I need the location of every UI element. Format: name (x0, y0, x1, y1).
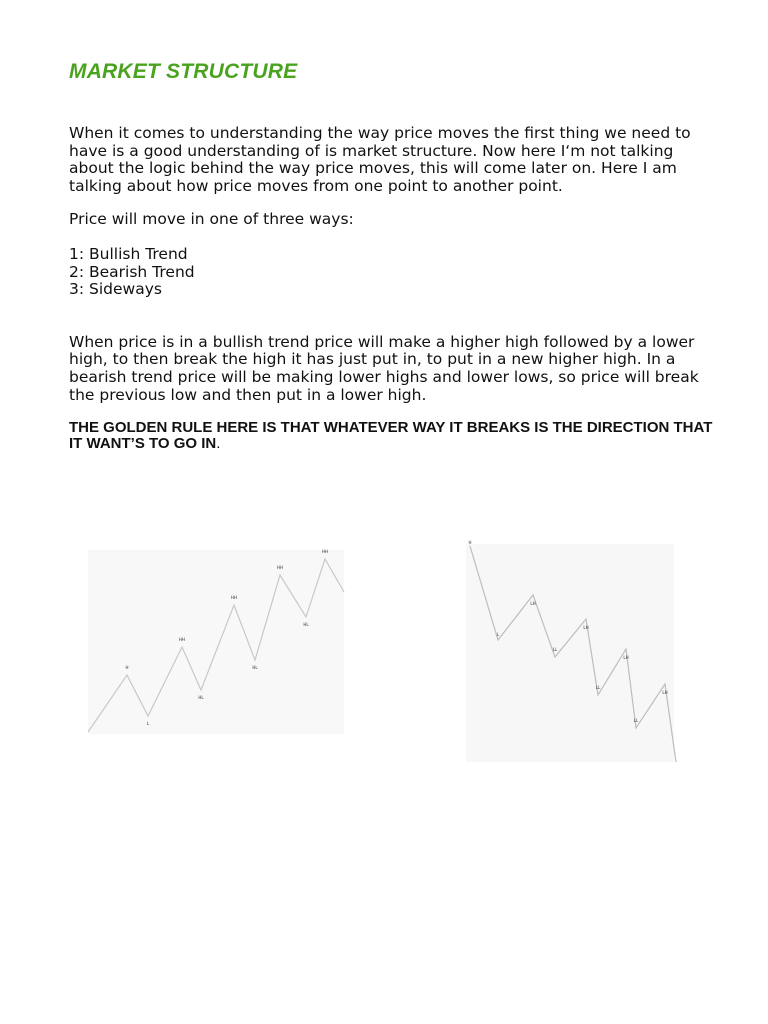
list-item: 2: Bearish Trend (69, 262, 195, 281)
bearish-trend-svg (462, 536, 678, 764)
bullish-swing-label: L (146, 721, 150, 726)
bearish-diagram-background (466, 544, 674, 762)
bullish-trend-diagram (86, 548, 346, 736)
bearish-swing-label: LL (552, 647, 558, 652)
page-title: MARKET STRUCTURE (69, 60, 298, 83)
list-item: 3: Sideways (69, 280, 162, 299)
trend-paragraph: When price is in a bullish trend price will make a higher high followed by a lower high, to then break the high it has just put in, to put in a new higher high. In a bearish trend price will be making lower highs and lower lows, so price will break the previous low and then put in a lower high. (69, 332, 699, 404)
bearish-swing-label: LH (530, 601, 536, 606)
bullish-swing-label: H (125, 665, 129, 670)
ways-lead: Price will move in one of three ways: (69, 210, 354, 229)
bearish-swing-label: H (468, 540, 472, 545)
bullish-diagram-background (88, 550, 344, 734)
bullish-swing-label: HL (252, 665, 258, 670)
golden-rule (69, 420, 719, 452)
document-page (69, 60, 719, 452)
bearish-swing-label: LL (633, 718, 639, 723)
bullish-trend-svg (86, 548, 346, 736)
bullish-swing-label: HL (198, 695, 204, 700)
intro-paragraph: When it comes to understanding the way price moves the first thing we need to have is a good understanding of is market structure. Now here I‘m not talking about the logic behind the way price moves, this will come later on. Here I am talking about how price moves from one point to another point. (69, 124, 691, 195)
bullish-swing-label: HH (230, 595, 238, 600)
ways-list (69, 246, 719, 299)
bearish-swing-label: LH (662, 690, 668, 695)
golden-rule-text: THE GOLDEN RULE HERE IS THAT WHATEVER WAY IT BREAKS IS THE DIRECTION THAT IT WANT’S TO GO IN (69, 419, 713, 453)
bullish-swing-label: HH (321, 549, 329, 554)
bearish-swing-label: LL (595, 685, 601, 690)
bearish-swing-label: LH (623, 655, 629, 660)
bearish-swing-label: LH (583, 625, 589, 630)
bullish-swing-label: HH (276, 565, 284, 570)
bullish-swing-label: HH (178, 637, 186, 642)
golden-rule-end: . (216, 435, 221, 453)
list-item: 1: Bullish Trend (69, 244, 188, 263)
bullish-swing-label: HL (303, 622, 309, 627)
bearish-swing-label: L (496, 632, 500, 637)
bearish-trend-diagram (462, 536, 678, 764)
